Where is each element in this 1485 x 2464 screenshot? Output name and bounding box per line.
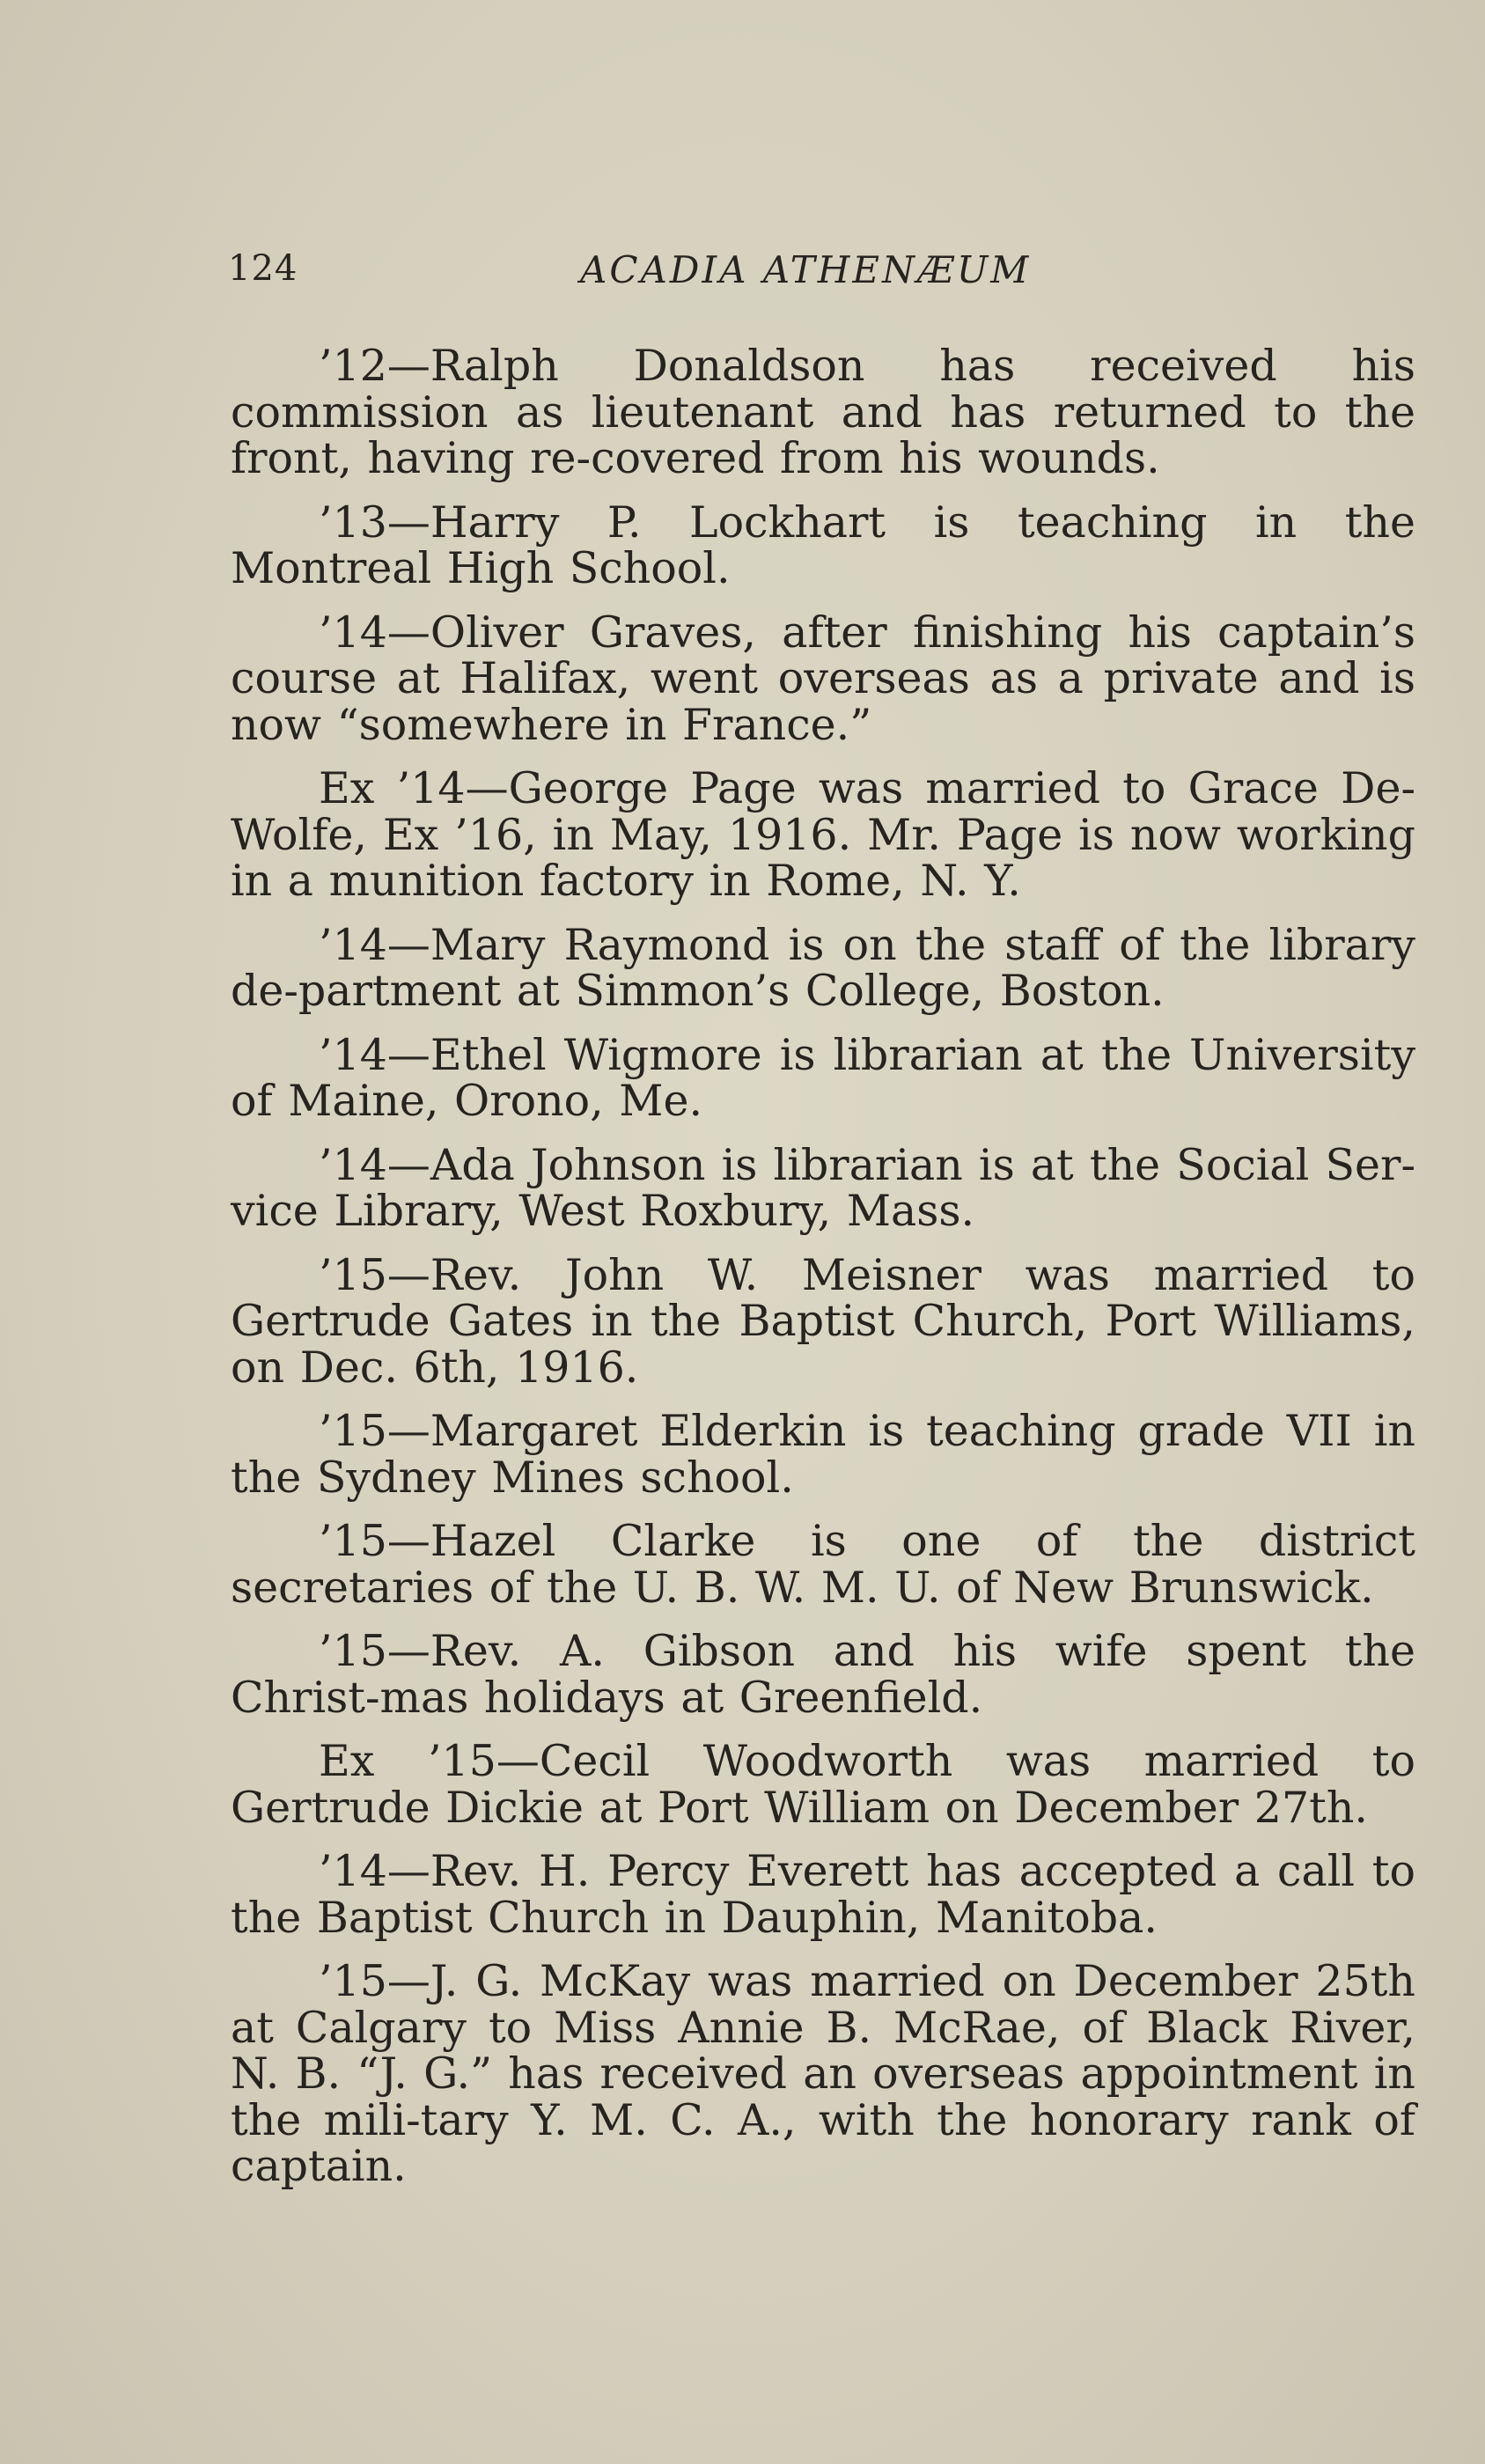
alumni-note: ’15—Hazel Clarke is one of the district secretaries of the U. B. W. M. U. of New Brunswick. [231,1516,1415,1613]
page-number: 124 [228,248,298,289]
alumni-note: ’15—Rev. A. Gibson and his wife spent the Christ-mas holidays at Greenfield. [231,1626,1415,1723]
alumni-note: ’13—Harry P. Lockhart is teaching in the Montreal High School. [231,496,1415,593]
alumni-note: Ex ’14—George Page was married to Grace De-Wolfe, Ex ’16, in May, 1916. Mr. Page is now working in a munition factory in Rome, N. Y. [231,763,1415,906]
page-header [228,248,1073,301]
alumni-note: ’14—Oliver Graves, after finishing his captain’s course at Halifax, went overseas as a private and is now “somewhere in France.” [231,607,1415,750]
alumni-note: ’15—Margaret Elderkin is teaching grade VII in the Sydney Mines school. [231,1406,1415,1503]
alumni-note: Ex ’15—Cecil Woodworth was married to Gertrude Dickie at Port William on December 27th. [231,1736,1415,1833]
alumni-note: ’14—Ada Johnson is librarian is at the Social Ser-vice Library, West Roxbury, Mass. [231,1139,1415,1236]
alumni-note: ’12—Ralph Donaldson has received his commission as lieutenant and has returned to the front, having re-covered from his wounds. [231,341,1415,483]
alumni-note: ’14—Mary Raymond is on the staff of the library de-partment at Simmon’s College, Boston. [231,919,1415,1016]
alumni-notes [231,343,1415,2208]
alumni-note: ’14—Rev. H. Percy Everett has accepted a call to the Baptist Church in Dauphin, Manitoba. [231,1846,1415,1943]
alumni-note: ’15—J. G. McKay was married on December 25th at Calgary to Miss Annie B. McRae, of Black River, N. B. “J. G.” has received an overseas appointment in the mili-tary Y. M. C. A., with the honorary rank of captain. [231,1956,1415,2191]
alumni-note: ’14—Ethel Wigmore is librarian at the University of Maine, Orono, Me. [231,1029,1415,1126]
running-head: ACADIA ATHENÆUM [580,248,1032,291]
alumni-note: ’15—Rev. John W. Meisner was married to Gertrude Gates in the Baptist Church, Port Williams, on Dec. 6th, 1916. [231,1249,1415,1393]
